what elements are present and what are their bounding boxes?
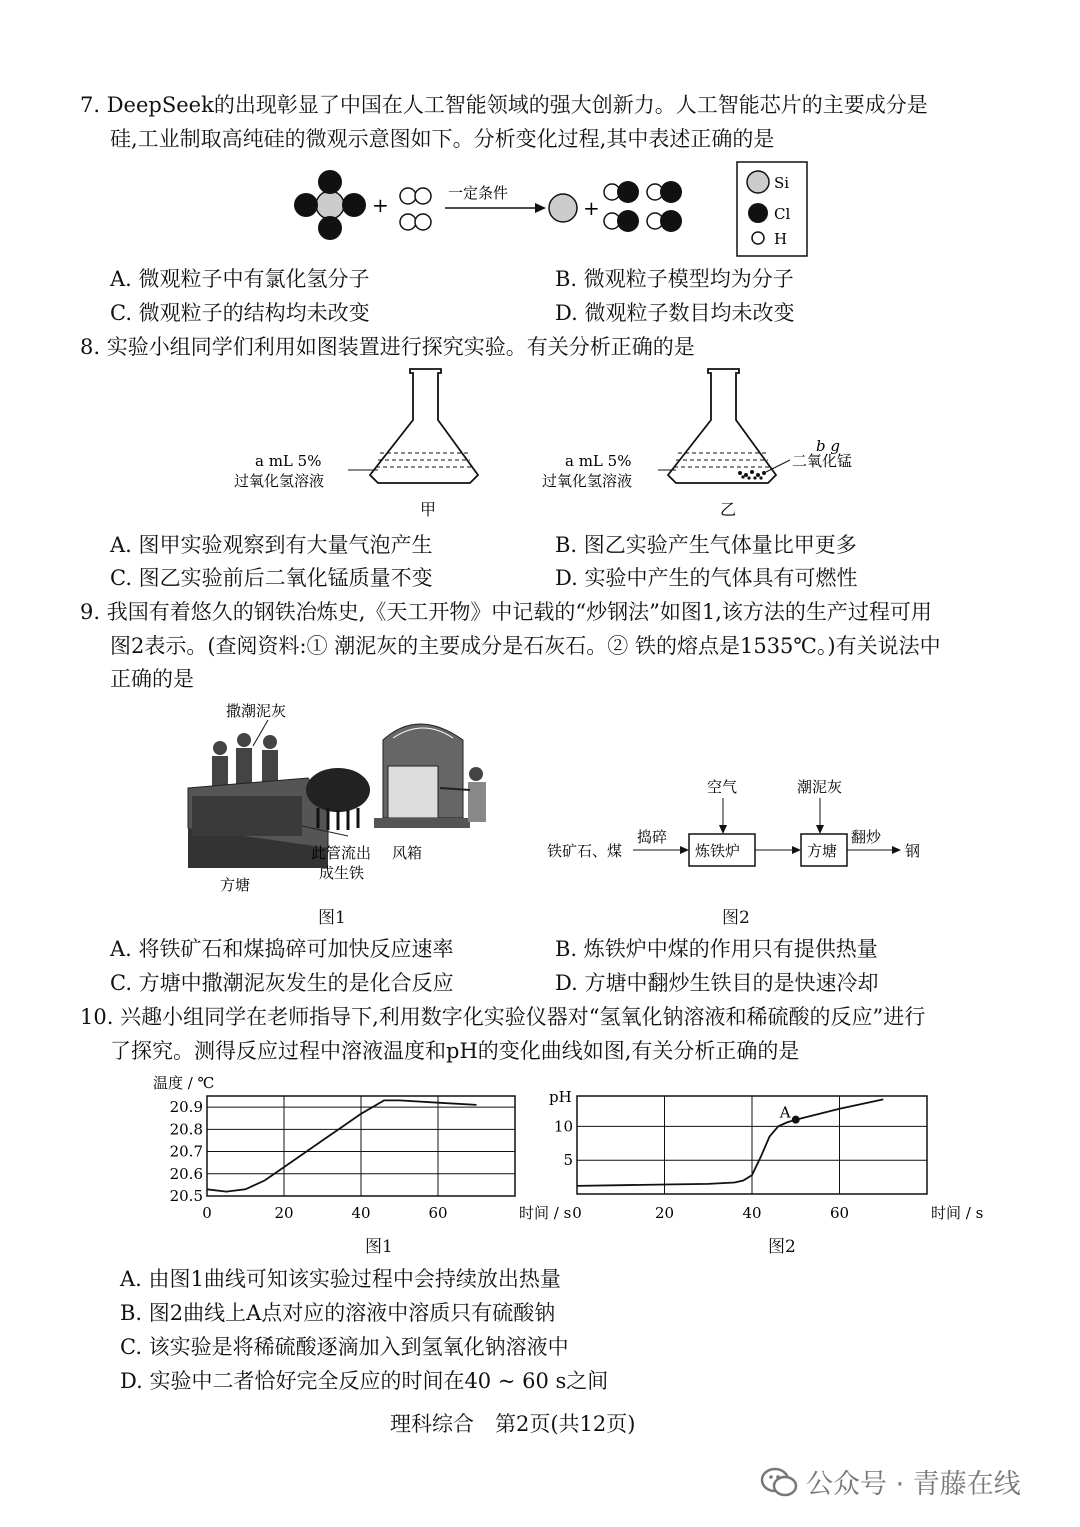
q8-option-d[interactable]: D. 实验中产生的气体具有可燃性 bbox=[555, 566, 858, 590]
svg-text:撒潮泥灰: 撒潮泥灰 bbox=[226, 702, 287, 720]
q7-option-c[interactable]: C. 微观粒子的结构均未改变 bbox=[110, 301, 370, 325]
q10-figure2-caption: 图2 bbox=[768, 1237, 796, 1257]
q9-figure2-caption: 图2 bbox=[722, 908, 750, 928]
svg-text:翻炒: 翻炒 bbox=[851, 828, 882, 846]
q9-option-d[interactable]: D. 方塘中翻炒生铁目的是快速冷却 bbox=[555, 971, 879, 995]
svg-text:捣碎: 捣碎 bbox=[637, 828, 668, 846]
c1-x-tick-label: 60 bbox=[428, 1204, 448, 1222]
svg-text:Si: Si bbox=[774, 174, 790, 192]
atom-legend bbox=[737, 162, 807, 256]
q9-figure2-flowchart bbox=[545, 770, 945, 880]
chart2-ylabel: pH bbox=[549, 1088, 572, 1106]
svg-text:+: + bbox=[583, 196, 600, 220]
c1-y-tick-label: 20.7 bbox=[169, 1142, 203, 1161]
q9-figure1-illustration bbox=[178, 698, 508, 898]
c1-x-tick-label: 20 bbox=[274, 1204, 294, 1222]
svg-text:二氧化锰: 二氧化锰 bbox=[792, 452, 853, 470]
q10-option-b[interactable]: B. 图2曲线上A点对应的溶液中溶质只有硫酸钠 bbox=[120, 1301, 556, 1325]
q7-reaction-diagram bbox=[280, 160, 840, 260]
reaction-condition-label: 一定条件 bbox=[448, 184, 509, 202]
svg-text:乙: 乙 bbox=[720, 500, 737, 519]
chart1-ylabel: 温度 / ℃ bbox=[153, 1074, 215, 1092]
chart2-point-a bbox=[792, 1116, 800, 1124]
chart2-grid bbox=[577, 1096, 927, 1194]
svg-text:钢: 钢 bbox=[905, 842, 921, 860]
c2-y-tick-label: 5 bbox=[563, 1151, 573, 1170]
q7-stem-line2: 硅,工业制取高纯硅的微观示意图如下。分析变化过程,其中表述正确的是 bbox=[110, 127, 775, 151]
chart1-xlabel: 时间 / s bbox=[519, 1204, 572, 1222]
c2-x-tick-label: 20 bbox=[654, 1204, 675, 1222]
q7-option-b[interactable]: B. 微观粒子模型均为分子 bbox=[555, 267, 794, 291]
q8-option-a[interactable]: A. 图甲实验观察到有大量气泡产生 bbox=[110, 533, 433, 557]
svg-text:过氧化氢溶液: 过氧化氢溶液 bbox=[542, 472, 633, 490]
q10-stem-line1: 10. 兴趣小组同学在老师指导下,利用数字化实验仪器对“氢氧化钠溶液和稀硫酸的反应”进行 bbox=[80, 1005, 926, 1029]
flask-yi bbox=[658, 369, 790, 483]
svg-text:a mL 5%: a mL 5% bbox=[565, 452, 632, 470]
q9-stem-line3: 正确的是 bbox=[110, 667, 194, 691]
svg-text:过氧化氢溶液: 过氧化氢溶液 bbox=[234, 472, 325, 490]
c1-y-tick-label: 20.8 bbox=[169, 1120, 203, 1139]
svg-text:+: + bbox=[372, 193, 389, 217]
wechat-icon bbox=[760, 1466, 798, 1498]
svg-text:炼铁炉: 炼铁炉 bbox=[695, 842, 741, 860]
svg-text:风箱: 风箱 bbox=[392, 844, 423, 862]
q7-option-a[interactable]: A. 微观粒子中有氯化氢分子 bbox=[110, 267, 370, 291]
svg-text:甲: 甲 bbox=[420, 500, 437, 519]
q8-stem-line1: 8. 实验小组同学们利用如图装置进行探究实验。有关分析正确的是 bbox=[80, 335, 695, 359]
q9-stem-line1: 9. 我国有着悠久的钢铁冶炼史,《天工开物》中记载的“炒钢法”如图1,该方法的生产过程可用 bbox=[80, 600, 932, 624]
sicl4-molecule bbox=[294, 170, 366, 240]
svg-text:b g: b g bbox=[816, 437, 840, 455]
chart1-temperature-curve bbox=[207, 1100, 477, 1191]
flask-jia bbox=[348, 369, 478, 483]
q9-stem-line2: 图2表示。(查阅资料:① 潮泥灰的主要成分是石灰石。② 铁的熔点是1535℃。)有关说法中 bbox=[110, 634, 941, 658]
q9-option-c[interactable]: C. 方塘中撒潮泥灰发生的是化合反应 bbox=[110, 971, 454, 995]
q10-option-a[interactable]: A. 由图1曲线可知该实验过程中会持续放出热量 bbox=[120, 1267, 561, 1291]
c2-x-tick-label: 60 bbox=[829, 1204, 850, 1222]
svg-text:方塘: 方塘 bbox=[220, 876, 251, 894]
svg-text:空气: 空气 bbox=[707, 778, 738, 796]
q7-stem-line1: 7. DeepSeek的出现彰显了中国在人工智能领域的强大创新力。人工智能芯片的主要成分是 bbox=[80, 93, 928, 117]
q8-option-c[interactable]: C. 图乙实验前后二氧化锰质量不变 bbox=[110, 566, 433, 590]
chart1-y-ticks bbox=[170, 1098, 203, 1205]
svg-text:方塘: 方塘 bbox=[807, 842, 838, 860]
watermark-text: 公众号 · 青藤在线 bbox=[806, 1469, 1021, 1500]
svg-text:成生铁: 成生铁 bbox=[319, 864, 365, 882]
q10-option-c[interactable]: C. 该实验是将稀硫酸逐滴加入到氢氧化钠溶液中 bbox=[120, 1335, 569, 1359]
svg-text:铁矿石、煤: 铁矿石、煤 bbox=[547, 842, 623, 860]
svg-text:此管流出: 此管流出 bbox=[311, 844, 372, 862]
h2-molecules bbox=[400, 188, 431, 230]
svg-text:H: H bbox=[774, 230, 788, 248]
chart2-ph-curve bbox=[577, 1099, 883, 1186]
q9-option-b[interactable]: B. 炼铁炉中煤的作用只有提供热量 bbox=[555, 937, 878, 961]
watermark bbox=[760, 1462, 1021, 1501]
q7-option-d[interactable]: D. 微观粒子数目均未改变 bbox=[555, 301, 795, 325]
chart2-y-ticks bbox=[554, 1117, 573, 1169]
si-atom bbox=[549, 194, 577, 222]
svg-text:a mL 5%: a mL 5% bbox=[255, 452, 322, 470]
c1-y-tick-label: 20.5 bbox=[169, 1187, 203, 1205]
chart1-grid bbox=[207, 1096, 515, 1196]
svg-text:潮泥灰: 潮泥灰 bbox=[797, 778, 843, 796]
c1-x-tick-label: 0 bbox=[202, 1204, 212, 1222]
q9-option-a[interactable]: A. 将铁矿石和煤捣碎可加快反应速率 bbox=[110, 937, 454, 961]
q10-figure1-caption: 图1 bbox=[365, 1237, 393, 1257]
q10-option-d[interactable]: D. 实验中二者恰好完全反应的时间在40 ~ 60 s之间 bbox=[120, 1369, 609, 1393]
q10-stem-line2: 了探究。测得反应过程中溶液温度和pH的变化曲线如图,有关分析正确的是 bbox=[110, 1039, 800, 1063]
q9-figure1-caption: 图1 bbox=[318, 908, 346, 928]
c1-x-tick-label: 40 bbox=[351, 1204, 371, 1222]
q8-flask-diagram bbox=[220, 365, 880, 525]
hcl-molecules bbox=[604, 181, 682, 232]
c2-x-tick-label: 40 bbox=[742, 1204, 762, 1222]
ph-chart bbox=[545, 1078, 984, 1228]
chart1-x-ticks bbox=[202, 1204, 447, 1222]
page-footer: 理科综合 第2页(共12页) bbox=[390, 1412, 636, 1436]
c2-x-tick-label: 0 bbox=[572, 1204, 582, 1222]
chart2-x-ticks bbox=[572, 1204, 849, 1222]
chart2-xlabel: 时间 / s bbox=[931, 1204, 984, 1222]
chart2-point-a-label: A bbox=[779, 1103, 791, 1122]
c2-y-tick-label: 10 bbox=[553, 1117, 573, 1136]
c1-y-tick-label: 20.6 bbox=[169, 1164, 203, 1183]
svg-text:Cl: Cl bbox=[774, 205, 791, 223]
q8-option-b[interactable]: B. 图乙实验产生气体量比甲更多 bbox=[555, 533, 857, 557]
c1-y-tick-label: 20.9 bbox=[169, 1098, 203, 1117]
